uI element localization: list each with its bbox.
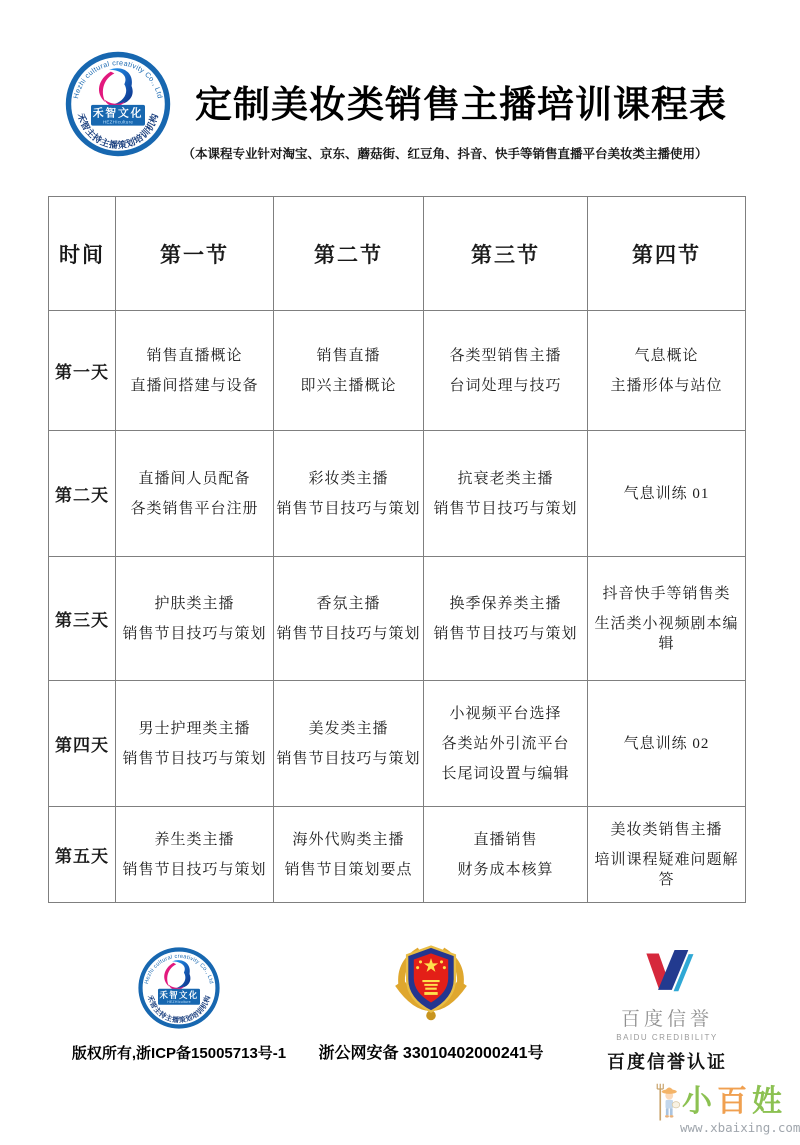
- course-cell: [424, 431, 588, 557]
- course-cell: [588, 557, 746, 681]
- watermark-char: 百: [717, 1085, 752, 1118]
- course-cell: [424, 311, 588, 431]
- page-title: 定制美妆类销售主播培训课程表: [195, 84, 727, 125]
- course-line: 销售节目技巧与策划: [433, 500, 578, 517]
- course-line: 长尾词设置与编辑: [441, 765, 570, 782]
- course-line: 生活类小视频剧本编辑: [594, 615, 739, 652]
- column-header: 第一节: [116, 197, 274, 311]
- table-row: [49, 557, 746, 681]
- course-cell: [116, 807, 274, 903]
- page-subtitle: （本课程专业针对淘宝、京东、蘑菇街、红豆角、抖音、快手等销售直播平台美妆类主播使用）: [182, 147, 708, 161]
- baidu-credibility-name: 百度信誉: [620, 1009, 713, 1030]
- course-cell: [424, 681, 588, 807]
- course-line: 换季保养类主播: [449, 595, 562, 612]
- header-row: [49, 197, 746, 311]
- course-cell: [274, 311, 424, 431]
- baidu-credibility-cert: 百度信誉认证: [607, 1052, 727, 1072]
- baidu-credibility-icon: [636, 950, 698, 994]
- watermark-char: 姓: [752, 1085, 787, 1118]
- course-line: 护肤类主播: [154, 595, 235, 612]
- police-record-text: 浙公网安备 33010402000241号: [318, 1045, 544, 1062]
- row-day: 第四天: [49, 681, 116, 807]
- course-line: 抗衰老类主播: [457, 470, 554, 487]
- course-line: 主播形体与站位: [610, 377, 723, 394]
- course-line: 各类站外引流平台: [441, 735, 570, 752]
- column-header: 第三节: [424, 197, 588, 311]
- row-day: 第五天: [49, 807, 116, 903]
- course-line: 彩妆类主播: [308, 470, 389, 487]
- course-line: 销售节目技巧与策划: [276, 750, 421, 767]
- baidu-credibility-name-en: BAIDU CREDIBILITY: [616, 1033, 718, 1042]
- course-line: 香氛主播: [316, 595, 381, 612]
- course-line: 即兴主播概论: [300, 377, 397, 394]
- police-badge-icon: [388, 938, 474, 1026]
- course-cell: [588, 681, 746, 807]
- column-header: 第四节: [588, 197, 746, 311]
- course-line: 气息训练 02: [623, 735, 710, 752]
- course-line: 美发类主播: [308, 720, 389, 737]
- farmer-mascot-icon: [652, 1080, 682, 1128]
- course-cell: [116, 431, 274, 557]
- row-day: 第二天: [49, 431, 116, 557]
- table-row: [49, 807, 746, 903]
- course-cell: [424, 807, 588, 903]
- course-line: 台词处理与技巧: [449, 377, 562, 394]
- course-line: 海外代购类主播: [292, 831, 405, 848]
- column-header: 第二节: [274, 197, 424, 311]
- course-line: 销售节目技巧与策划: [433, 625, 578, 642]
- course-cell: [116, 557, 274, 681]
- course-cell: [588, 807, 746, 903]
- course-line: 小视频平台选择: [449, 705, 562, 722]
- watermark-site-name: [682, 1084, 787, 1120]
- course-line: 销售节目技巧与策划: [122, 750, 267, 767]
- course-line: 财务成本核算: [457, 861, 554, 878]
- company-logo: [64, 50, 172, 158]
- watermark-url: www.xbaixing.com: [680, 1120, 800, 1135]
- course-line: 销售节目技巧与策划: [122, 625, 267, 642]
- course-table: [48, 196, 746, 903]
- course-line: 抖音快手等销售类: [602, 585, 731, 602]
- course-line: 销售直播: [316, 347, 381, 364]
- course-line: 各类型销售主播: [449, 347, 562, 364]
- course-line: 直播销售: [473, 831, 538, 848]
- course-line: 直播间搭建与设备: [130, 377, 259, 394]
- table-row: [49, 431, 746, 557]
- site-watermark: [652, 1080, 800, 1135]
- watermark-char: 小: [682, 1085, 717, 1118]
- column-header: 时间: [49, 197, 116, 311]
- course-line: 销售节目技巧与策划: [276, 625, 421, 642]
- table-row: [49, 681, 746, 807]
- course-line: 气息训练 01: [623, 485, 710, 502]
- course-line: 美妆类销售主播: [610, 821, 723, 838]
- table-row: [49, 311, 746, 431]
- course-line: 养生类主播: [154, 831, 235, 848]
- course-line: 气息概论: [634, 347, 699, 364]
- course-line: 销售直播概论: [146, 347, 243, 364]
- footer-company-logo: [137, 946, 221, 1030]
- baidu-credibility-block: [588, 950, 746, 1074]
- course-line: 销售节目策划要点: [284, 861, 413, 878]
- course-cell: [274, 557, 424, 681]
- course-line: 各类销售平台注册: [130, 500, 259, 517]
- course-line: 直播间人员配备: [138, 470, 251, 487]
- course-cell: [588, 431, 746, 557]
- course-line: 销售节目技巧与策划: [276, 500, 421, 517]
- course-cell: [588, 311, 746, 431]
- course-line: 销售节目技巧与策划: [122, 861, 267, 878]
- course-cell: [274, 431, 424, 557]
- course-cell: [274, 681, 424, 807]
- course-cell: [116, 681, 274, 807]
- course-cell: [116, 311, 274, 431]
- copyright-text: 版权所有,浙ICP备15005713号-1: [71, 1045, 287, 1062]
- course-line: 培训课程疑难问题解答: [594, 851, 739, 888]
- course-cell: [424, 557, 588, 681]
- course-line: 男士护理类主播: [138, 720, 251, 737]
- row-day: 第三天: [49, 557, 116, 681]
- course-cell: [274, 807, 424, 903]
- row-day: 第一天: [49, 311, 116, 431]
